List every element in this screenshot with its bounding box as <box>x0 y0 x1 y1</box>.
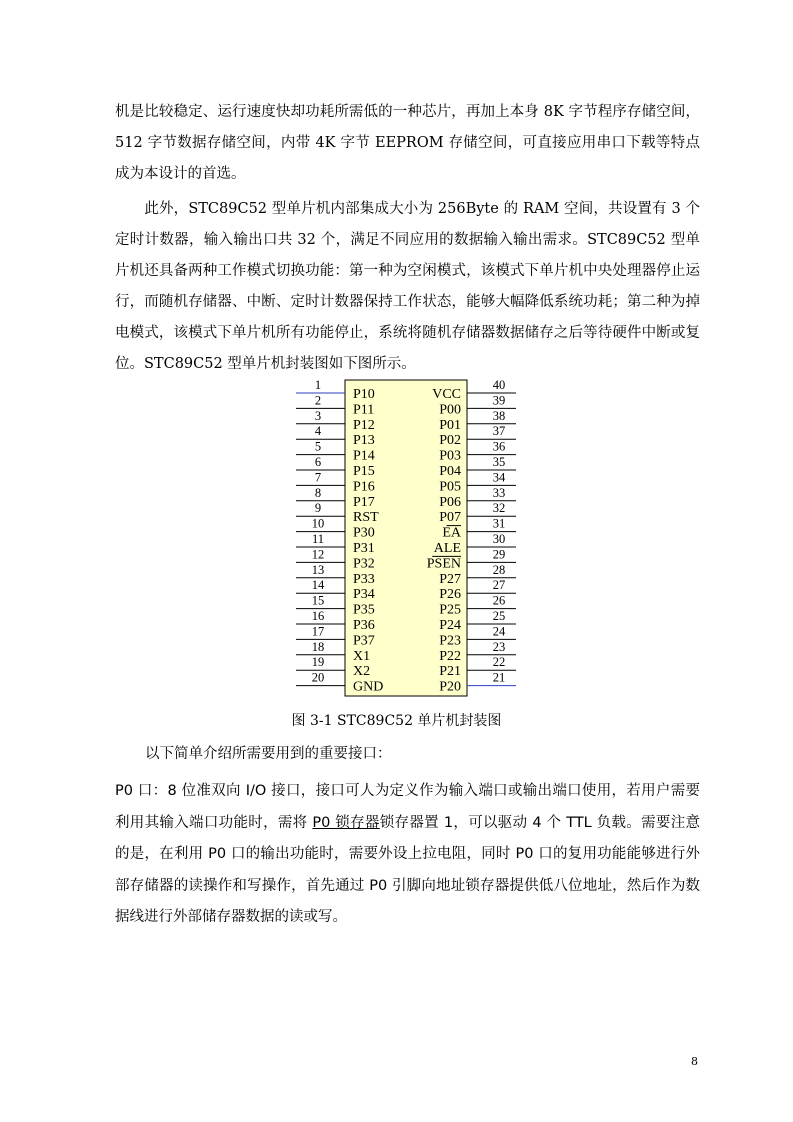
page-number: 8 <box>691 1055 698 1068</box>
intro-text: 以下简单介绍所需要用到的重要接口： <box>145 746 392 762</box>
figure-caption: 图 3-1 STC89C52 单片机封装图 <box>291 713 502 729</box>
left-pin-number: 4 <box>314 424 322 439</box>
right-pin-name: PSEN <box>426 556 461 572</box>
left-pin-name: P17 <box>353 494 375 510</box>
right-pin-number: 21 <box>492 670 506 685</box>
left-pin-number: 5 <box>314 439 322 454</box>
right-pin-name: P00 <box>439 402 461 418</box>
left-pin-number: 7 <box>314 470 322 485</box>
left-pin-name: P12 <box>353 417 375 433</box>
right-pin-name: P25 <box>439 602 461 618</box>
left-pin-number: 9 <box>314 501 322 516</box>
right-pin-number: 25 <box>492 609 506 623</box>
left-pin-name: P31 <box>353 541 375 556</box>
right-pin-number: 23 <box>492 639 506 654</box>
right-pin-name: P04 <box>439 464 461 479</box>
left-pin-number: 18 <box>311 639 325 654</box>
left-pin-number: 15 <box>311 593 325 608</box>
right-pin-name: P26 <box>439 587 461 603</box>
left-pin-name: P37 <box>353 633 375 649</box>
left-pin-name: P36 <box>353 618 375 633</box>
left-pin-name: P16 <box>353 479 375 495</box>
right-pin-number: 31 <box>492 516 506 531</box>
left-pin-number: 19 <box>311 655 325 670</box>
right-pin-number: 33 <box>492 485 506 500</box>
left-pin-number: 10 <box>311 516 325 531</box>
right-pin-name: P01 <box>439 417 461 433</box>
left-pin-name: P34 <box>353 587 375 603</box>
left-pin-number: 1 <box>314 378 322 392</box>
right-pin-number: 29 <box>492 547 506 562</box>
left-pin-number: 14 <box>311 578 325 593</box>
paragraph-2: 此外，STC89C52 型单片机内部集成大小为 256Byte 的 RAM 空间，共设置有 3 个定时计数器，输入输出口共 32 个，满足不同应用的数据输入输出需求。STC89C52 型单片机还具备两种工作模式切换功能：第一种为空闲模式，该模式下单片机中央处理器停止运行，而随机存储器、中断、定时计数器保持工作状态，能够大幅降低系统功耗；第二种为掉电模式，该模式下单片机所有功能停止，系统将随机存储器数据储存之后等待硬件中断或复位。STC89C52 型单片机封装图如下图所示。 <box>115 201 700 372</box>
p0-rest: 锁存器置 1，可以驱动 4 个 TTL 负载。需要注意的是，在利用 P0 口的输出功能时，需要外设上拉电阻，同时 P0 口的复用功能能够进行外部存储器的读操作和写操作，首先通过 P0 引脚向地址锁存器提供低八位地址，然后作为数据线进行外部储存器数据的读或写。 <box>115 814 700 925</box>
left-pin-number: 11 <box>311 532 325 546</box>
paragraph-1: 机是比较稳定、运行速度快却功耗所需低的一种芯片，再加上本身 8K 字节程序存储空间，512 字节数据存储空间，内带 4K 字节 EEPROM 存储空间，可直接应用串口下载等特点成为本设计的首选。 <box>115 104 700 182</box>
left-pin-number: 16 <box>311 609 325 623</box>
left-pin-number: 13 <box>311 562 325 577</box>
left-pin-number: 2 <box>314 393 322 408</box>
right-pin-name: P07 <box>439 510 461 526</box>
right-pin-name: P23 <box>439 633 461 649</box>
right-pin-name: P22 <box>439 648 461 664</box>
left-pin-name: P14 <box>353 448 375 464</box>
right-pin-name: EA <box>442 525 461 541</box>
right-pin-number: 24 <box>492 624 506 639</box>
left-pin-name: GND <box>353 679 384 695</box>
left-pin-number: 6 <box>314 455 322 469</box>
left-pin-name: RST <box>353 510 379 526</box>
p0-section <box>115 776 700 934</box>
left-pin-name: P11 <box>353 402 375 418</box>
left-pin-name: P32 <box>353 556 375 572</box>
right-pin-number: 26 <box>492 593 506 608</box>
p0-lead: P0 口：8 位准双向 I/O 接口，接口可人为定义作为输入端口或输出端口使用，若用户需要利用其输入端口功能时，需将 <box>115 783 700 831</box>
right-pin-number: 37 <box>492 424 506 439</box>
left-pin-name: X2 <box>353 664 371 680</box>
left-pin-name: X1 <box>353 648 371 664</box>
right-pin-name: P27 <box>439 571 461 587</box>
right-pin-name: P02 <box>439 433 461 449</box>
right-pin-number: 32 <box>492 501 506 516</box>
right-pin-name: P21 <box>439 664 461 680</box>
right-pin-number: 22 <box>492 655 506 670</box>
right-pin-name: P06 <box>439 494 461 510</box>
left-pin-name: P33 <box>353 571 375 587</box>
right-pin-name: P24 <box>439 618 461 633</box>
right-pin-name: P05 <box>439 479 461 495</box>
right-pin-number: 39 <box>492 393 506 408</box>
right-pin-number: 27 <box>492 578 506 593</box>
left-pin-number: 12 <box>311 547 325 562</box>
right-pin-number: 36 <box>492 439 506 454</box>
left-pin-name: P15 <box>353 464 375 479</box>
right-pin-number: 28 <box>492 562 506 577</box>
left-pin-name: P35 <box>353 602 375 618</box>
left-pin-name: P13 <box>353 433 375 449</box>
right-pin-number: 38 <box>492 408 506 423</box>
p0-underlined: P0 锁存器 <box>312 814 380 831</box>
left-pin-number: 8 <box>314 485 322 500</box>
right-pin-number: 40 <box>492 378 506 392</box>
right-pin-name: P20 <box>439 679 461 695</box>
right-pin-name: VCC <box>432 387 461 402</box>
right-pin-name: P03 <box>439 448 461 464</box>
left-pin-number: 17 <box>311 624 325 639</box>
left-pin-name: P10 <box>353 387 375 402</box>
left-pin-number: 20 <box>311 670 325 685</box>
right-pin-name: ALE <box>433 541 461 556</box>
left-pin-name: P30 <box>353 525 375 541</box>
right-pin-number: 35 <box>492 455 506 469</box>
right-pin-number: 30 <box>492 532 506 546</box>
left-pin-number: 3 <box>314 408 322 423</box>
right-pin-number: 34 <box>492 470 506 485</box>
